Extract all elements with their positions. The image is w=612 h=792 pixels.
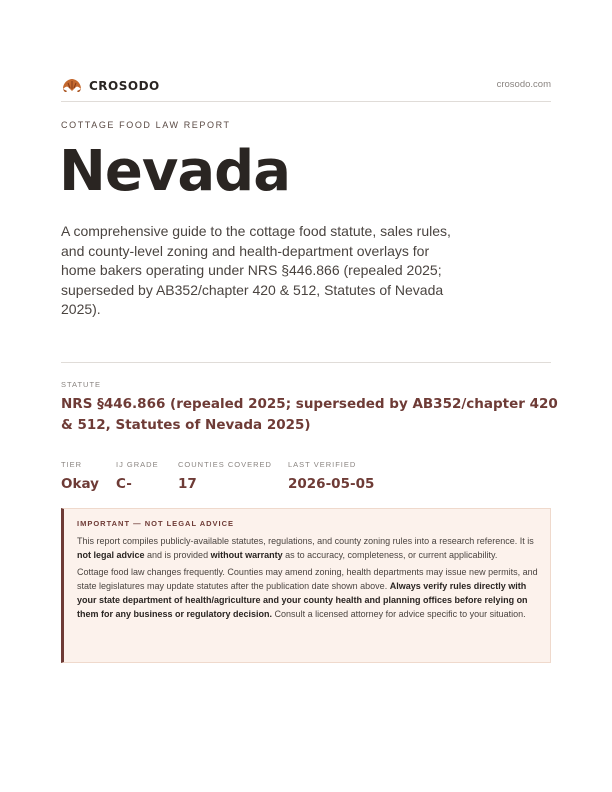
- counties-label: COUNTIES COVERED: [178, 460, 272, 469]
- verified-label: LAST VERIFIED: [288, 460, 357, 469]
- page-title: Nevada: [59, 139, 291, 204]
- notice-paragraph-2: [77, 565, 538, 621]
- legal-notice: [61, 508, 551, 663]
- notice-text: This report compiles publicly-available statutes, regulations, and county zoning rules into a research reference. It is: [77, 536, 534, 546]
- tier-value: Okay: [61, 476, 99, 492]
- tier-label: TIER: [61, 460, 83, 469]
- grade-value: C-: [116, 476, 132, 492]
- meta-counties: [178, 460, 272, 492]
- page-header: [61, 76, 551, 102]
- report-lead: A comprehensive guide to the cottage food statute, sales rules, and county-level zoning and health-department overlays for home bakers operating under NRS §446.866 (repealed 2025; superseded by AB352/chapter 420 & 512, Statutes of Nevada 2025).: [61, 223, 451, 318]
- meta-grade: [116, 460, 159, 492]
- notice-title: IMPORTANT — NOT LEGAL ADVICE: [77, 519, 235, 528]
- notice-emphasis: without warranty: [210, 550, 283, 560]
- notice-emphasis: not legal advice: [77, 550, 145, 560]
- brand[interactable]: [61, 76, 160, 96]
- notice-paragraph-1: [77, 534, 538, 562]
- notice-text: as to accuracy, completeness, or current applicability.: [282, 550, 498, 560]
- notice-emphasis: Always verify rules directly with your state department of health/agriculture and your county health and planning offices before relying on them for any business or regulatory decision.: [77, 581, 528, 619]
- report-kicker: COTTAGE FOOD LAW REPORT: [61, 120, 231, 130]
- statute-value: NRS §446.866 (repealed 2025; superseded by AB352/chapter 420 & 512, Statutes of Nevada 2025): [61, 396, 558, 433]
- notice-text: Consult a licensed attorney for advice specific to your situation.: [272, 609, 526, 619]
- grade-label: IJ GRADE: [116, 460, 159, 469]
- notice-text: Cottage food law changes frequently. Counties may amend zoning, health departments may issue new permits, and state legislatures may update statutes after the publication date shown above.: [77, 567, 538, 591]
- brand-name: CROSODO: [89, 79, 160, 93]
- section-divider: [61, 362, 551, 363]
- croissant-icon: [61, 76, 83, 96]
- meta-verified: [288, 460, 374, 492]
- statute-label: STATUTE: [61, 380, 102, 389]
- site-url-link[interactable]: crosodo.com: [496, 79, 551, 90]
- verified-value: 2026-05-05: [288, 476, 375, 492]
- counties-value: 17: [178, 476, 197, 492]
- notice-text: and is provided: [144, 550, 211, 560]
- meta-tier: [61, 460, 99, 492]
